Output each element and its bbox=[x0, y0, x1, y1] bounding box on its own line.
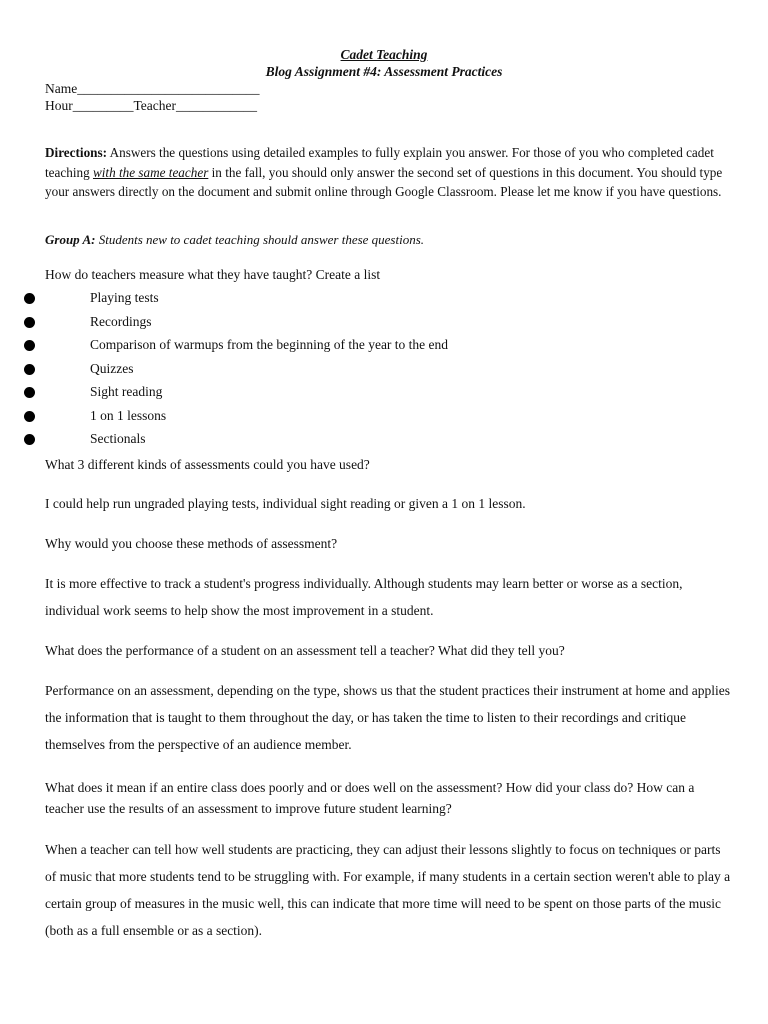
bullet-icon bbox=[24, 387, 35, 398]
question-1: How do teachers measure what they have taught? Create a list bbox=[45, 267, 381, 282]
question-3: Why would you choose these methods of assessment? bbox=[45, 536, 338, 551]
list-item bbox=[0, 360, 768, 384]
bullet-icon bbox=[24, 364, 35, 375]
bullet-icon bbox=[24, 293, 35, 304]
list-item bbox=[0, 430, 768, 454]
directions-paragraph bbox=[45, 143, 735, 202]
list-item-label: Recordings bbox=[90, 313, 152, 329]
group-a-heading bbox=[45, 231, 424, 248]
directions-label: Directions: bbox=[45, 145, 108, 160]
answer-4: Performance on an assessment, depending on the type, shows us that the student practices their instrument at home and applies the information that is taught to them throughout the day, or has taken the time to listen to their recordings and critique themselves from the perspective of an audience member. bbox=[45, 683, 730, 752]
list-item-label: Quizzes bbox=[90, 360, 134, 376]
question-2: What 3 different kinds of assessments could you have used? bbox=[45, 457, 370, 472]
answer-3: It is more effective to track a student's progress individually. Although students may learn better or worse as a section, individual work seems to help show the most improvement in a student. bbox=[45, 576, 683, 618]
name-field-line: Name___________________________ bbox=[45, 81, 260, 96]
group-a-text: Students new to cadet teaching should answer these questions. bbox=[95, 232, 425, 247]
list-item bbox=[0, 289, 768, 313]
question-5: What does it mean if an entire class does poorly and or does well on the assessment? How did your class do? How can a teacher use the results of an assessment to improve future student learning? bbox=[45, 780, 695, 816]
bullet-icon bbox=[24, 434, 35, 445]
list-item-label: Sectionals bbox=[90, 431, 146, 446]
list-item bbox=[0, 407, 768, 431]
document-header bbox=[0, 46, 768, 80]
list-item-label: 1 on 1 lessons bbox=[90, 407, 167, 423]
hour-teacher-field-line: Hour_________Teacher____________ bbox=[45, 98, 258, 113]
bullet-icon bbox=[24, 317, 35, 328]
question-4: What does the performance of a student on an assessment tell a teacher? What did they tell you? bbox=[45, 643, 565, 658]
answer-5: When a teacher can tell how well students are practicing, they can adjust their lessons slightly to focus on techniques or parts of music that more students tend to be struggling with. For example, if many students in a certain section weren't able to play a certain group of measures in the music well, this can indicate that more time will need to be spent on those parts of the music (both as a full ensemble or as a section). bbox=[45, 842, 731, 938]
document-title: Cadet Teaching bbox=[340, 47, 428, 62]
list-item bbox=[0, 313, 768, 337]
directions-text-before: Answers the questions using detailed examples to fully explain you answer. For those of you who completed cadet teaching bbox=[45, 145, 714, 180]
list-item bbox=[0, 383, 768, 407]
bullet-icon bbox=[24, 340, 35, 351]
list-item-label: Playing tests bbox=[90, 290, 159, 305]
list-item-label: Sight reading bbox=[90, 384, 163, 399]
directions-text-after: in the fall, you should only answer the second set of questions in this document. You should type your answers directly on the document and submit online through Google Classroom. Please let me know if you have questions. bbox=[45, 164, 723, 199]
group-a-label: Group A: bbox=[45, 232, 96, 247]
bullet-icon bbox=[24, 411, 35, 422]
directions-emphasis: with the same teacher bbox=[92, 164, 209, 180]
assessment-list bbox=[0, 289, 768, 454]
document-subtitle: Blog Assignment #4: Assessment Practices bbox=[265, 64, 503, 79]
answer-2: I could help run ungraded playing tests, individual sight reading or given a 1 on 1 lesson. bbox=[45, 496, 526, 511]
list-item bbox=[0, 336, 768, 360]
list-item-label: Comparison of warmups from the beginning of the year to the end bbox=[90, 337, 449, 352]
